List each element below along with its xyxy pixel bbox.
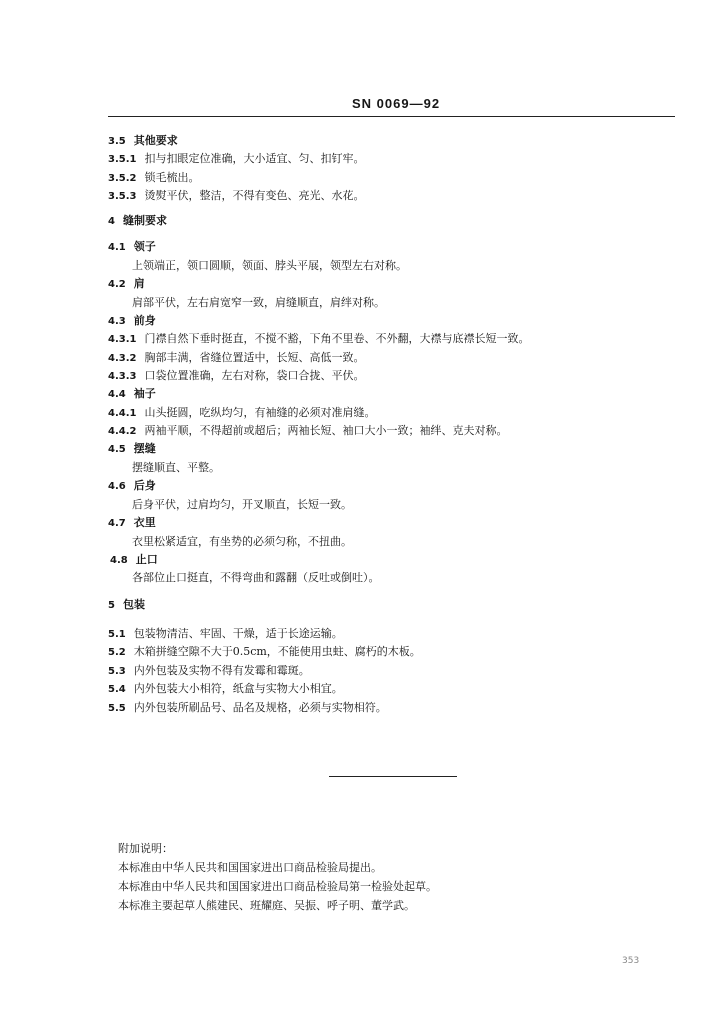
- clause-4-3-2: [108, 351, 364, 366]
- clause-number: 5.4: [108, 684, 126, 695]
- clause-text: 山头挺圆，吃纵均匀，有袖缝的必须对准肩缝。: [144, 406, 376, 419]
- clause-5-5: [108, 701, 387, 716]
- clause-text: 肩: [133, 277, 145, 290]
- clause-number: 5.3: [108, 666, 126, 677]
- clause-text: [132, 296, 385, 310]
- clause-3-5: [108, 134, 178, 149]
- standard-code: SN 0069—92: [352, 96, 441, 111]
- end-separator: [329, 776, 457, 777]
- clause-number: 4.4.2: [108, 426, 137, 437]
- clause-text: 袖子: [133, 387, 156, 400]
- page-number: 353: [622, 956, 640, 966]
- clause-number: 3.5.2: [108, 173, 137, 184]
- clause-number: 5.5: [108, 703, 126, 714]
- clause-4-5: [108, 442, 156, 457]
- clause-number: 3.5: [108, 136, 126, 147]
- clause-4-3: [108, 314, 156, 329]
- clause-number: 4.7: [108, 518, 126, 529]
- clause-text: 摆缝顺直、平整。: [132, 461, 220, 474]
- clause-number: 5.1: [108, 629, 126, 640]
- clause-text: 止口: [135, 553, 158, 566]
- clause-number: 4.6: [108, 481, 126, 492]
- clause-number: 4.3.1: [108, 334, 137, 345]
- clause-text: 缝制要求: [122, 214, 167, 227]
- clause-text: [132, 498, 352, 512]
- clause-4-2: [108, 277, 145, 292]
- clause-text: 领子: [133, 240, 156, 253]
- clause-4-4-2: [108, 424, 507, 439]
- clause-4-7: [108, 516, 156, 531]
- clause-text: 口袋位置准确，左右对称，袋口合拢、平伏。: [144, 369, 365, 382]
- clause-text: 上领端正，领口圆顺，领面、脖头平展，领型左右对称。: [132, 259, 407, 272]
- clause-4-4-1: [108, 406, 375, 421]
- clause-4-3-1: [108, 332, 529, 347]
- clause-number: 4.3.3: [108, 371, 137, 382]
- clause-text: [132, 259, 407, 273]
- clause-number: 4.3: [108, 316, 126, 327]
- clause-5-3: [108, 664, 310, 679]
- clause-number: 5: [108, 600, 115, 611]
- clause-text: 内外包装所刷品号、品名及规格，必须与实物相符。: [133, 701, 387, 714]
- clause-text: 衣里: [133, 516, 156, 529]
- clause-number: 4.8: [110, 555, 128, 566]
- clause-text: 烫熨平伏，整洁，不得有变色、亮光、水花。: [144, 189, 365, 202]
- clause-text: 肩部平伏，左右肩宽窄一致，肩缝顺直，肩绊对称。: [132, 296, 385, 309]
- clause-text: 两袖平顺，不得超前或超后；两袖长短、袖口大小一致；袖绊、克夫对称。: [144, 424, 508, 437]
- clause-number: 4.4.1: [108, 408, 137, 419]
- clause-text: 包装物清洁、牢固、干燥，适于长途运输。: [133, 627, 343, 640]
- clause-text: [132, 571, 380, 585]
- clause-5-4: [108, 682, 343, 697]
- clause-text: 锁毛梳出。: [144, 171, 200, 184]
- clause-4-1: [108, 240, 156, 255]
- notes-heading: 附加说明：: [118, 842, 173, 855]
- clause-text: 包装: [122, 598, 145, 611]
- clause-4-4: [108, 387, 156, 402]
- clause-text: 胸部丰满，省缝位置适中，长短、高低一致。: [144, 351, 365, 364]
- note-line: 本标准主要起草人熊建民、班耀庭、吴振、呼子明、董学武。: [118, 899, 415, 912]
- note-line: 本标准由中华人民共和国国家进出口商品检验局第一检验处起草。: [118, 880, 437, 893]
- clause-number: 4.4: [108, 389, 126, 400]
- clause-text: 内外包装大小相符，纸盒与实物大小相宜。: [133, 682, 343, 695]
- clause-text: 扣与扣眼定位准确，大小适宜、匀、扣钉牢。: [144, 152, 365, 165]
- clause-text: 摆缝: [133, 442, 156, 455]
- clause-3-5-2: [108, 171, 199, 186]
- clause-text: 衣里松紧适宜，有坐势的必须匀称，不扭曲。: [132, 535, 352, 548]
- clause-number: 4: [108, 216, 115, 227]
- clause-text: 门襟自然下垂时挺直，不搅不豁，下角不里卷、不外翻，大襟与底襟长短一致。: [144, 332, 530, 345]
- clause-text: 木箱拼缝空隙不大于0.5cm，不能使用虫蛀、腐朽的木板。: [133, 645, 421, 658]
- clause-text: 各部位止口挺直，不得弯曲和露翻（反吐或倒吐）。: [132, 571, 380, 584]
- clause-number: 5.2: [108, 647, 126, 658]
- clause-number: 3.5.3: [108, 191, 137, 202]
- clause-3-5-1: [108, 152, 364, 167]
- clause-4-6: [108, 479, 156, 494]
- note-line: 本标准由中华人民共和国国家进出口商品检验局提出。: [118, 861, 382, 874]
- clause-5-2: [108, 645, 421, 660]
- clause-4-8: [110, 553, 158, 568]
- clause-number: 4.5: [108, 444, 126, 455]
- clause-text: [132, 535, 352, 549]
- clause-text: 前身: [133, 314, 156, 327]
- clause-text: 后身平伏，过肩均匀，开叉顺直，长短一致。: [132, 498, 352, 511]
- clause-text: 其他要求: [133, 134, 178, 147]
- clause-5: [108, 598, 145, 613]
- clause-number: 4.2: [108, 279, 126, 290]
- clause-text: [132, 461, 220, 475]
- clause-number: 3.5.1: [108, 154, 137, 165]
- clause-4-3-3: [108, 369, 364, 384]
- clause-5-1: [108, 627, 343, 642]
- clause-3-5-3: [108, 189, 364, 204]
- clause-text: 内外包装及实物不得有发霉和霉斑。: [133, 664, 310, 677]
- header-rule: [108, 116, 675, 117]
- clause-text: 后身: [133, 479, 156, 492]
- clause-number: 4.3.2: [108, 353, 137, 364]
- clause-4: [108, 214, 167, 229]
- clause-number: 4.1: [108, 242, 126, 253]
